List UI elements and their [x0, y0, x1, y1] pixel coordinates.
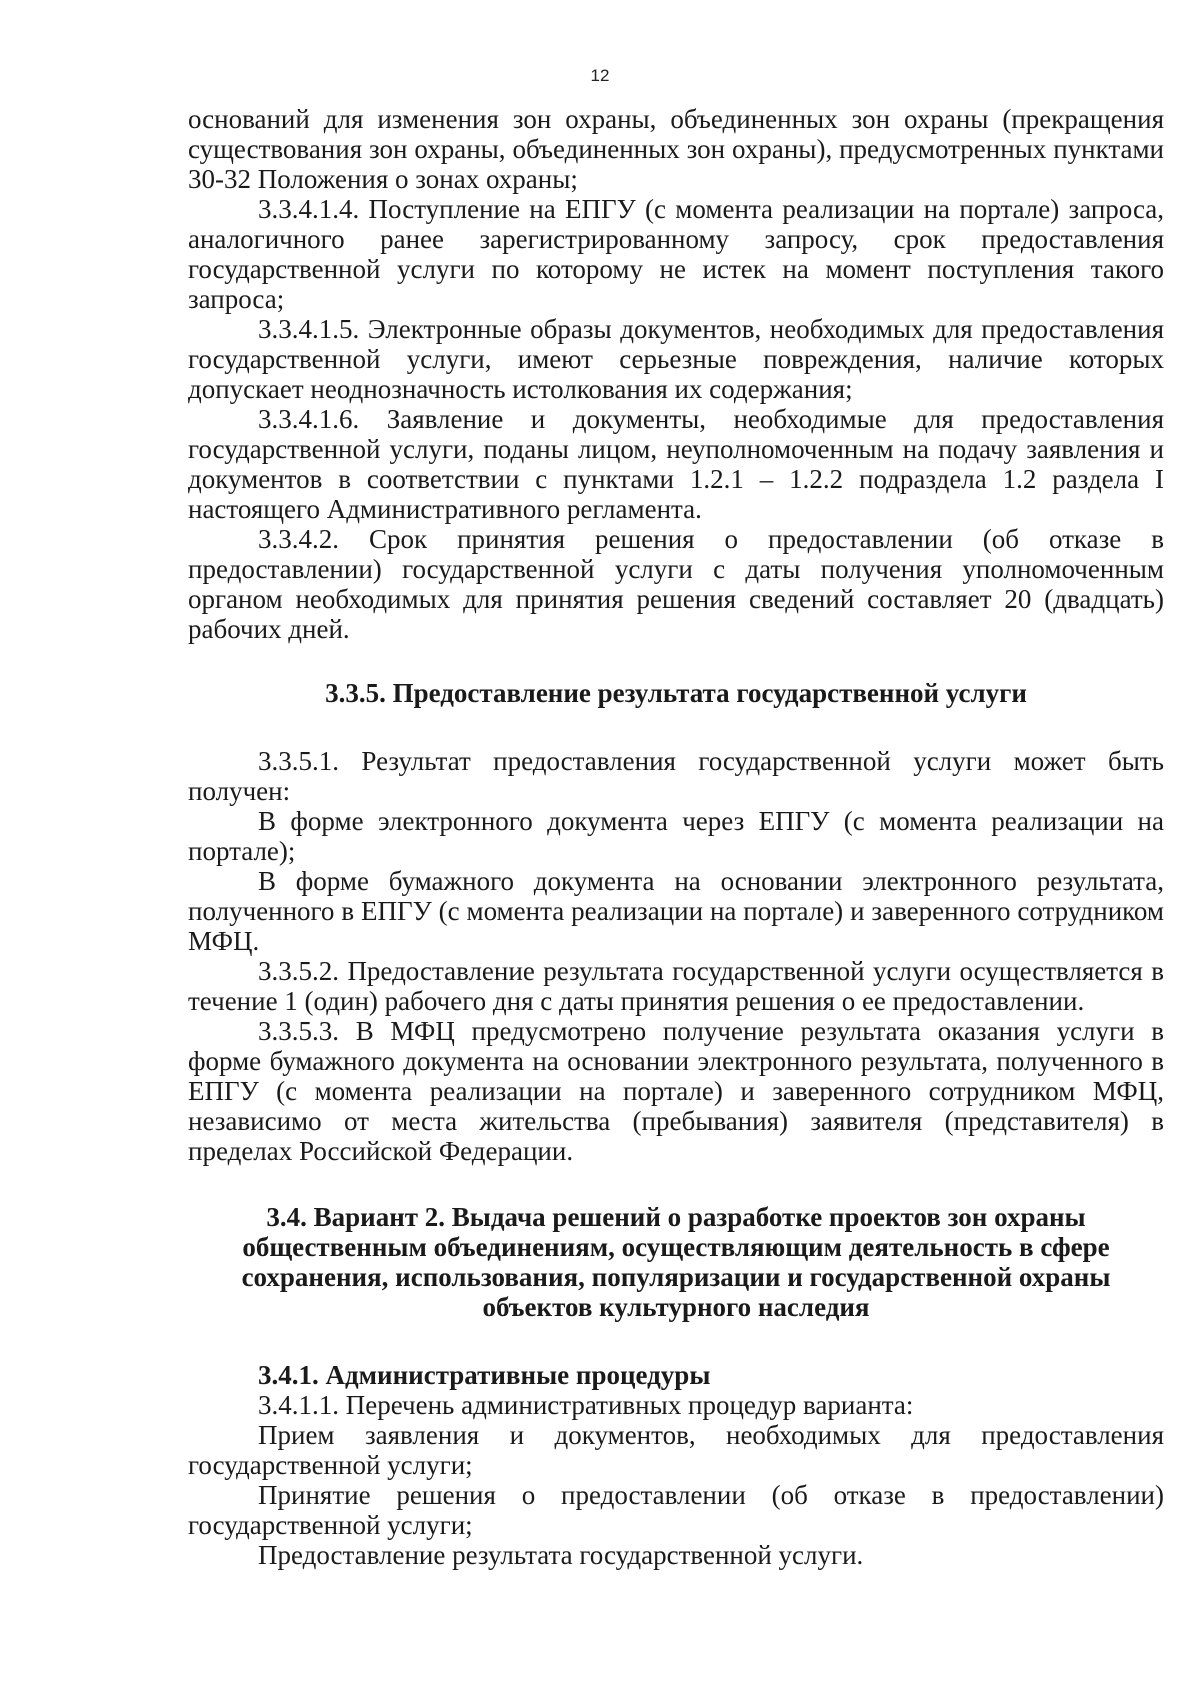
list-item-procedure: Предоставление результата государственной услуги. [258, 1540, 864, 1570]
paragraph-continuation: оснований для изменения зон охраны, объединенных зон охраны (прекращения существования зон охраны, объединенных зон охраны), предусмотренных пунктами 30-32 Положения о зонах охраны; [188, 104, 1164, 194]
section-heading-3-4-line: объектов культурного наследия [482, 1292, 870, 1322]
page-number: 12 [590, 66, 610, 85]
paragraph-3-3-5-2: 3.3.5.2. Предоставление результата государственной услуги осуществляется в течение 1 (один) рабочего дня с даты принятия решения о ее предоставлении. [188, 956, 1164, 1016]
paragraph-electronic-form: В форме электронного документа через ЕПГУ (с момента реализации на портале); [188, 806, 1164, 866]
section-heading-3-4-line: 3.4. Вариант 2. Выдача решений о разработке проектов зон охраны [266, 1202, 1086, 1232]
subsection-heading-3-4-1: 3.4.1. Административные процедуры [258, 1360, 711, 1390]
list-item-procedure: Прием заявления и документов, необходимых для предоставления государственной услуги; [188, 1420, 1164, 1480]
paragraph-3-3-4-1-6: 3.3.4.1.6. Заявление и документы, необходимые для предоставления государственной услуги, поданы лицом, неуполномоченным на подачу заявления и документов в соответствии с пунктами 1.2.1 – 1.2.2 подраздела 1.2 раздела I настоящего Административного регламента. [188, 404, 1164, 524]
paragraph-3-3-5-1: 3.3.5.1. Результат предоставления государственной услуги может быть получен: [188, 746, 1164, 806]
section-heading-3-4 [188, 1202, 1164, 1322]
paragraph-3-3-4-1-4: 3.3.4.1.4. Поступление на ЕПГУ (с момента реализации на портале) запроса, аналогичного ранее зарегистрированному запросу, срок предоставления государственной услуги по которому не истек на момент поступления такого запроса; [188, 194, 1164, 314]
paragraph-3-4-1-1: 3.4.1.1. Перечень административных процедур варианта: [258, 1390, 914, 1420]
list-item-procedure: Принятие решения о предоставлении (об отказе в предоставлении) государственной услуги; [188, 1480, 1164, 1540]
paragraph-3-3-5-3: 3.3.5.3. В МФЦ предусмотрено получение результата оказания услуги в форме бумажного документа на основании электронного результата, полученного в ЕПГУ (с момента реализации на портале) и заверенного сотрудником МФЦ, независимо от места жительства (пребывания) заявителя (представителя) в пределах Российской Федерации. [188, 1016, 1164, 1166]
section-heading-3-4-line: сохранения, использования, популяризации и государственной охраны [241, 1262, 1111, 1292]
document-body [188, 104, 1164, 1570]
paragraph-3-3-4-2: 3.3.4.2. Срок принятия решения о предоставлении (об отказе в предоставлении) государственной услуги с даты получения уполномоченным органом необходимых для принятия решения сведений составляет 20 (двадцать) рабочих дней. [188, 524, 1164, 644]
paragraph-paper-form: В форме бумажного документа на основании электронного результата, полученного в ЕПГУ (с момента реализации на портале) и заверенного сотрудником МФЦ. [188, 866, 1164, 956]
paragraph-3-3-4-1-5: 3.3.4.1.5. Электронные образы документов, необходимых для предоставления государственной услуги, имеют серьезные повреждения, наличие которых допускает неоднозначность истолкования их содержания; [188, 314, 1164, 404]
section-heading-3-4-line: общественным объединениям, осуществляющим деятельность в сфере [242, 1232, 1110, 1262]
section-heading-3-3-5: 3.3.5. Предоставление результата государственной услуги [325, 678, 1027, 708]
